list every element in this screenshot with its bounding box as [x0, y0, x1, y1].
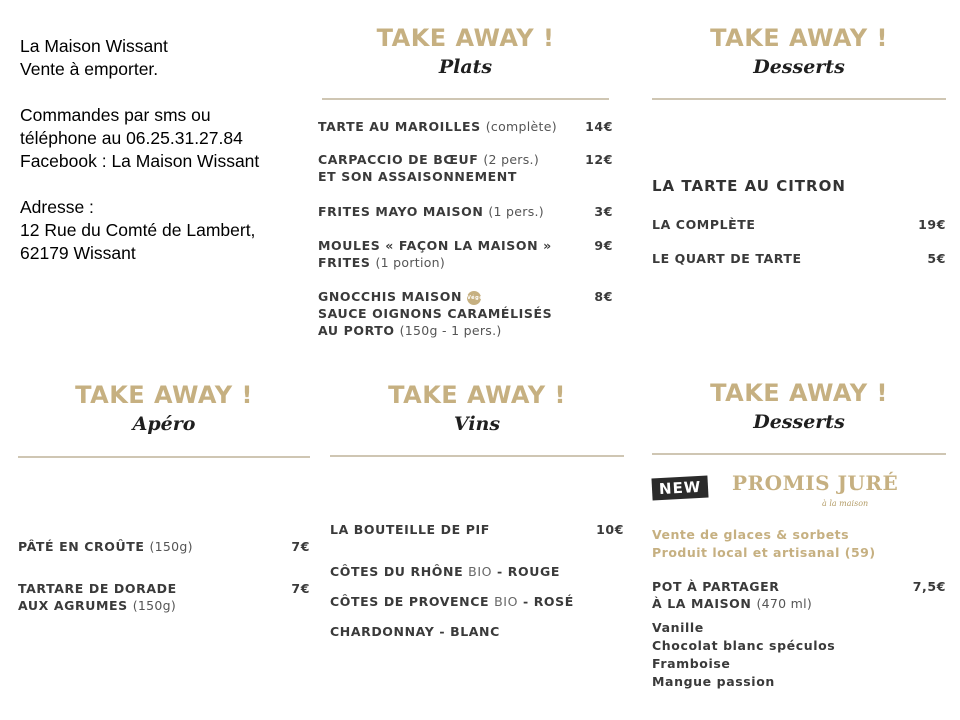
- vegetarian-badge-icon: Végé: [467, 291, 481, 305]
- flavor-item: Framboise: [652, 656, 731, 671]
- divider: [330, 455, 624, 457]
- item-price: 9€: [594, 238, 613, 253]
- menu-item: TARTE AU MAROILLES (complète) 14€: [318, 119, 613, 134]
- brand-tagline: à la maison: [822, 499, 869, 508]
- flavor-item: Vanille: [652, 620, 704, 635]
- panel-plats: [318, 24, 613, 344]
- order-phone: téléphone au 06.25.31.27.84: [20, 128, 243, 148]
- item-price: 5€: [927, 251, 946, 266]
- menu-item: TARTARE DE DORADE AUX AGRUMES (150g) 7€: [18, 581, 310, 613]
- brand-logo: PROMIS JURÉ: [732, 471, 899, 495]
- item-price: 12€: [585, 152, 613, 167]
- info-line: Produit local et artisanal (59): [652, 545, 876, 560]
- panel-title: TAKE AWAY !: [376, 24, 555, 52]
- divider: [18, 456, 310, 458]
- menu-item: CÔTES DE PROVENCE BIO - ROSÉ: [330, 594, 574, 609]
- panel-subtitle: Desserts: [753, 411, 845, 433]
- panel-title: TAKE AWAY !: [388, 381, 566, 409]
- shop-name: La Maison Wissant: [20, 36, 168, 56]
- address-city: 62179 Wissant: [20, 243, 136, 263]
- info-line: Vente de glaces & sorbets: [652, 527, 850, 542]
- panel-subtitle: Apéro: [132, 413, 196, 435]
- panel-desserts-glaces: [652, 379, 946, 699]
- menu-item: MOULES « FAÇON LA MAISON » FRITES (1 portion) 9€: [318, 238, 613, 270]
- menu-item: LE QUART DE TARTE 5€: [652, 251, 946, 266]
- item-price: 8€: [594, 289, 613, 304]
- item-price: 7,5€: [912, 579, 946, 594]
- new-badge: NEW: [651, 476, 708, 501]
- address-street: 12 Rue du Comté de Lambert,: [20, 220, 256, 240]
- order-line-1: Commandes par sms ou: [20, 105, 211, 125]
- divider: [652, 453, 946, 455]
- panel-vins: [330, 381, 624, 651]
- panel-title: TAKE AWAY !: [710, 379, 888, 407]
- menu-item: GNOCCHIS MAISON Végé SAUCE OIGNONS CARAMÉLISÉS AU PORTO (150g - 1 pers.) 8€: [318, 289, 613, 338]
- menu-item: LA BOUTEILLE DE PIF 10€: [330, 522, 624, 537]
- menu-item: CARPACCIO DE BŒUF (2 pers.) ET SON ASSAISONNEMENT 12€: [318, 152, 613, 184]
- menu-item: FRITES MAYO MAISON (1 pers.) 3€: [318, 204, 613, 219]
- item-price: 3€: [594, 204, 613, 219]
- panel-subtitle: Plats: [438, 56, 493, 78]
- brand-block: [652, 471, 946, 513]
- menu-item: LA COMPLÈTE 19€: [652, 217, 946, 232]
- takeaway-note: Vente à emporter.: [20, 59, 159, 79]
- panel-subtitle: Desserts: [753, 56, 845, 78]
- panel-apero: [18, 381, 310, 621]
- item-price: 7€: [291, 539, 310, 554]
- item-price: 10€: [596, 522, 624, 537]
- flavor-item: Mangue passion: [652, 674, 775, 689]
- divider: [652, 98, 946, 100]
- menu-item: CÔTES DU RHÔNE BIO - ROUGE: [330, 564, 560, 579]
- shop-info: [20, 35, 259, 265]
- flavor-item: Chocolat blanc spéculos: [652, 638, 836, 653]
- panel-title: TAKE AWAY !: [75, 381, 253, 409]
- panel-title: TAKE AWAY !: [710, 24, 888, 52]
- menu-item: POT À PARTAGER À LA MAISON (470 ml) 7,5€: [652, 579, 946, 611]
- panel-subtitle: Vins: [453, 413, 501, 435]
- item-price: 14€: [585, 119, 613, 134]
- menu-item: CHARDONNAY - BLANC: [330, 624, 500, 639]
- panel-desserts-tarte: [652, 24, 946, 274]
- section-heading: LA TARTE AU CITRON: [652, 177, 846, 195]
- item-price: 19€: [918, 217, 946, 232]
- item-price: 7€: [291, 581, 310, 596]
- facebook-line: Facebook : La Maison Wissant: [20, 151, 260, 171]
- address-label: Adresse :: [20, 197, 94, 217]
- menu-item: PÂTÉ EN CROÛTE (150g) 7€: [18, 539, 310, 554]
- divider: [322, 98, 609, 100]
